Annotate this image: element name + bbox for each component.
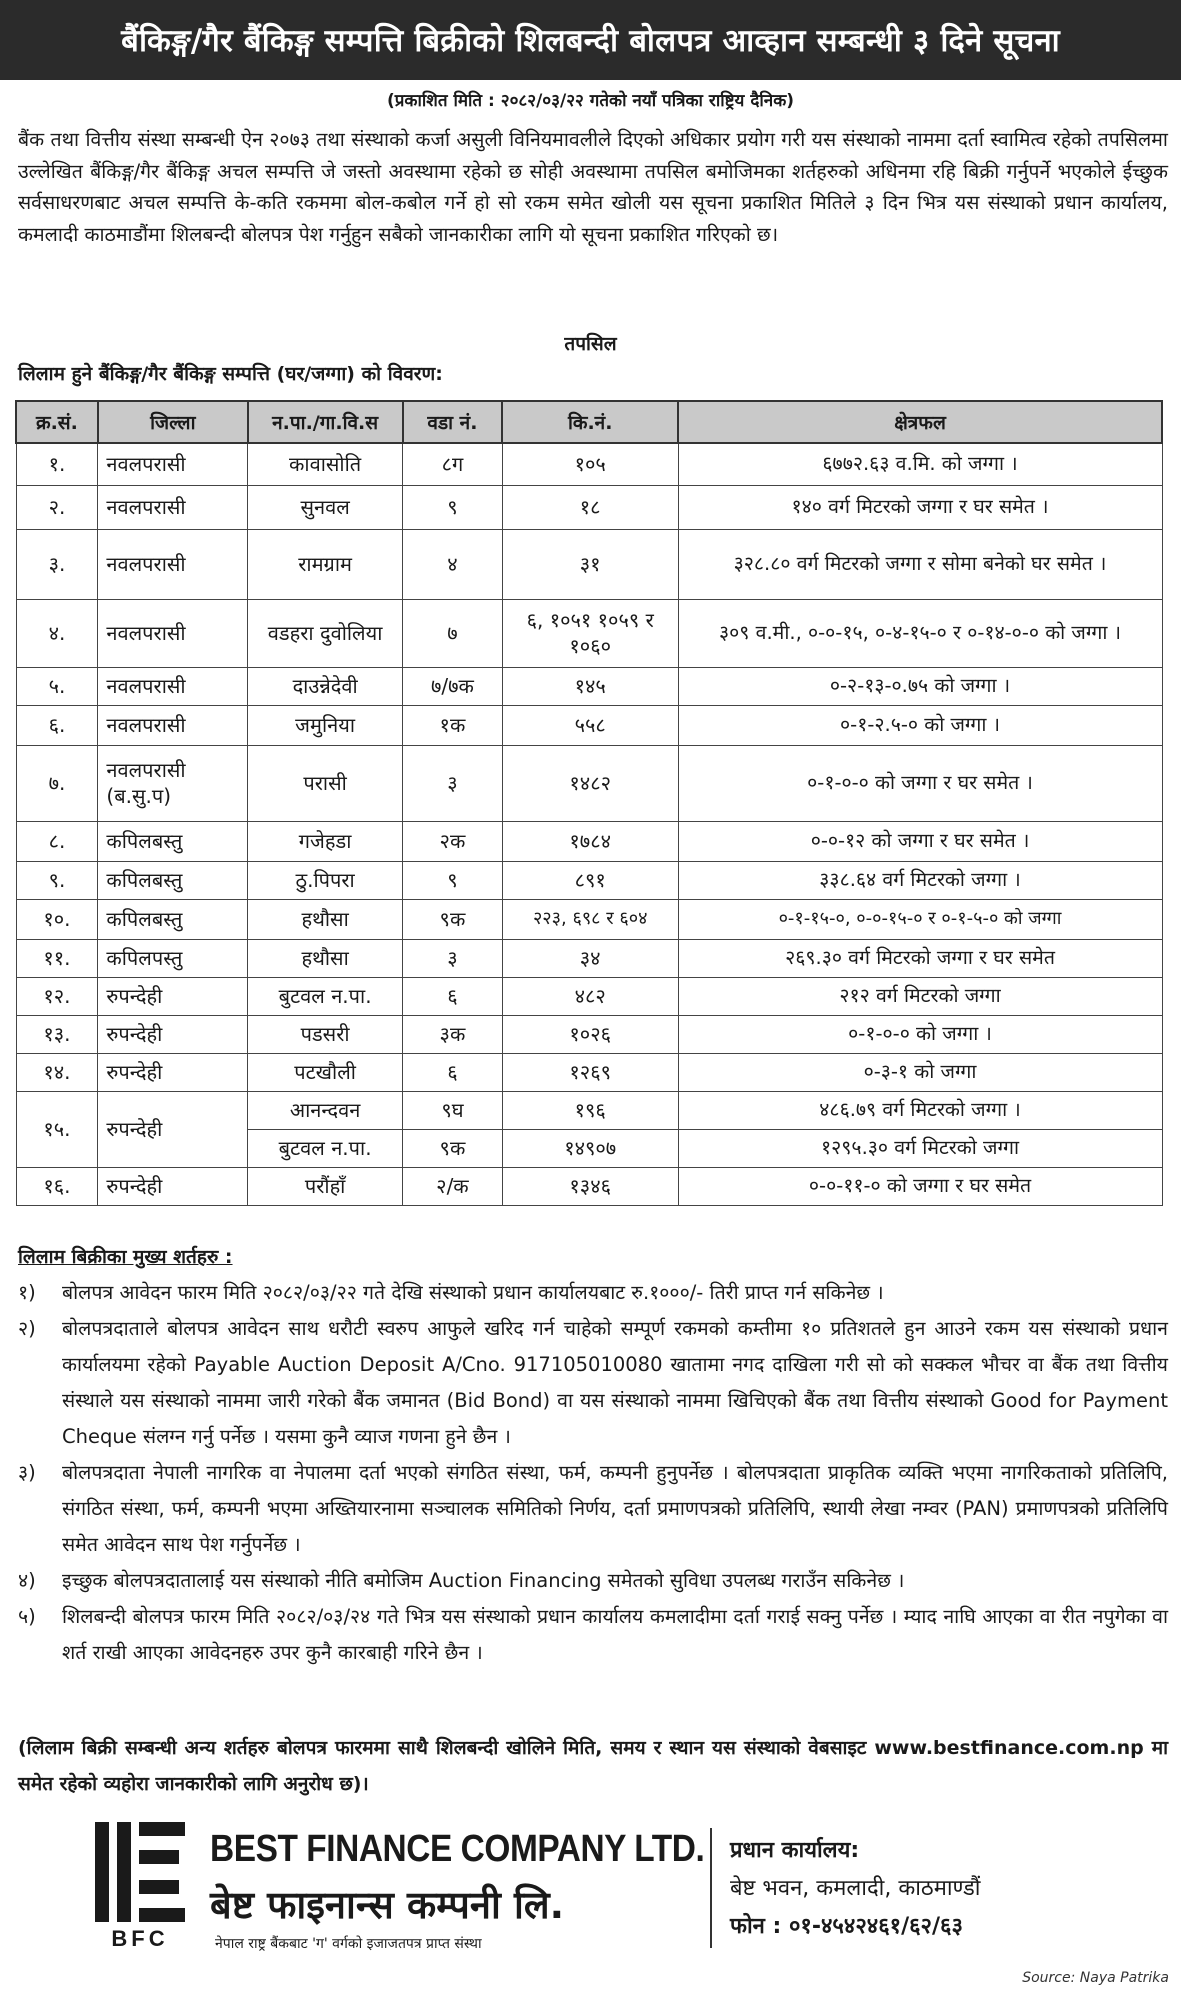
cell-municipality: आनन्दवन	[248, 1091, 403, 1129]
condition-number: १)	[18, 1281, 36, 1304]
cell-sn: ५.	[16, 667, 98, 705]
cell-area: २६९.३० वर्ग मिटरको जग्गा र घर समेत	[678, 939, 1162, 977]
cell-municipality: कावासोति	[248, 443, 403, 485]
company-name-en: BEST FINANCE COMPANY LTD.	[210, 1828, 705, 1870]
condition-number: ४)	[18, 1569, 36, 1592]
cell-ward: १क	[403, 705, 503, 745]
cell-kitta: १९६	[502, 1091, 678, 1129]
cell-ward: ९क	[403, 899, 503, 939]
cell-area: ०-३-१ को जग्गा	[678, 1053, 1162, 1091]
cell-ward: ९क	[403, 1129, 503, 1167]
cell-kitta: १३४६	[502, 1167, 678, 1205]
source-credit: Source: Naya Patrika	[1022, 1970, 1169, 1986]
company-name-np: बेष्ट फाइनान्स कम्पनी लि.	[210, 1883, 565, 1927]
cell-municipality: पडसरी	[248, 1015, 403, 1053]
condition-number: ५)	[18, 1605, 36, 1628]
cell-municipality: ठु.पिपरा	[248, 861, 403, 899]
cell-district: नवलपरासी	[98, 599, 248, 667]
cell-ward: ३	[403, 745, 503, 821]
cell-kitta: १४५	[502, 667, 678, 705]
cell-district: कपिलबस्तु	[98, 861, 248, 899]
cell-sn: १६.	[16, 1167, 98, 1205]
cell-sn: ८.	[16, 821, 98, 861]
cell-kitta: २२३, ६९८ र ६०४	[502, 899, 678, 939]
cell-ward: २क	[403, 821, 503, 861]
cell-area: १२९५.३० वर्ग मिटरको जग्गा	[678, 1129, 1162, 1167]
cell-municipality: सुनवल	[248, 485, 403, 529]
cell-ward: ४	[403, 529, 503, 599]
cell-ward: २/क	[403, 1167, 503, 1205]
cell-area: ०-०-११-० को जग्गा र घर समेत	[678, 1167, 1162, 1205]
conditions-list	[18, 1275, 1168, 1671]
website-note: (लिलाम बिक्री सम्बन्धी अन्य शर्तहरु बोलपत्र फारममा साथै शिलबन्दी खोलिने मिति, समय र स्थान यस संस्थाको वेबसाइट www.bestfinance.com.np मा समेत रहेको व्यहोरा जानकारीको लागि अनुरोध छ)।	[18, 1737, 1168, 1795]
cell-area: २१२ वर्ग मिटरको जग्गा	[678, 977, 1162, 1015]
table-row	[16, 1167, 1162, 1205]
cell-district: रुपन्देही	[98, 1091, 248, 1167]
header-kitta: कि.नं.	[502, 401, 678, 443]
cell-district: रुपन्देही	[98, 1053, 248, 1091]
cell-sn: ३.	[16, 529, 98, 599]
condition-number: ३)	[18, 1461, 36, 1484]
cell-area: ०-१-०-० को जग्गा र घर समेत ।	[678, 745, 1162, 821]
cell-kitta: ३४	[502, 939, 678, 977]
notice-title: बैंकिङ्ग/गैर बैंकिङ्ग सम्पत्ति बिक्रीको शिलबन्दी बोलपत्र आव्हान सम्बन्धी ३ दिने सूचना	[0, 0, 1181, 80]
cell-district: नवलपरासी	[98, 485, 248, 529]
cell-kitta: १०५	[502, 443, 678, 485]
cell-ward: ७/७क	[403, 667, 503, 705]
cell-sn: १३.	[16, 1015, 98, 1053]
conditions-heading: लिलाम बिक्रीका मुख्य शर्तहरु :	[18, 1246, 233, 1268]
cell-municipality: वडहरा दुवोलिया	[248, 599, 403, 667]
footer-divider	[710, 1828, 712, 1948]
intro-paragraph: बैंक तथा वित्तीय संस्था सम्बन्धी ऐन २०७३ तथा संस्थाको कर्जा असुली विनियमावलीले दिएको अधिकार प्रयोग गरी यस संस्थाको नाममा दर्ता स्वामित्व रहेको तपसिलमा उल्लेखित बैंकिङ्ग/गैर बैंकिङ्ग अचल सम्पत्ति जे जस्तो अवस्थामा रहेको छ सोही अवस्थामा तपसिल बमोजिमका शर्तहरुको अधिनमा रहि बिक्री गर्नुपर्ने भएकोले ईच्छुक सर्वसाधरणबाट अचल सम्पत्ति के-कति रकममा बोल-कबोल गर्ने हो सो रकम समेत खोली यस सूचना प्रकाशित मितिले ३ दिन भित्र यस संस्थाको प्रधान कार्यालय, कमलादी काठमाडौंमा शिलबन्दी बोलपत्र पेश गर्नुहुन सबैको जानकारीका लागि यो सूचना प्रकाशित गरिएको छ।	[18, 128, 1168, 246]
cell-sn: ४.	[16, 599, 98, 667]
cell-area: ४८६.७९ वर्ग मिटरको जग्गा ।	[678, 1091, 1162, 1129]
condition-text: बोलपत्र आवेदन फारम मिति २०८२/०३/२२ गते देखि संस्थाको प्रधान कार्यालयबाट रु.१०००/- तिरी प्राप्त गर्न सकिनेछ ।	[62, 1281, 884, 1304]
cell-municipality: बुटवल न.पा.	[248, 977, 403, 1015]
cell-area: ३०९ व.मी., ०-०-१५, ०-४-१५-० र ०-१४-०-० को जग्गा ।	[678, 599, 1162, 667]
cell-sn: १४.	[16, 1053, 98, 1091]
condition-item	[18, 1455, 1168, 1563]
cell-sn: १.	[16, 443, 98, 485]
table-caption: लिलाम हुने बैंकिङ्ग/गैर बैंकिङ्ग सम्पत्ति (घर/जग्गा) को विवरण:	[18, 363, 443, 385]
cell-area: ३२८.८० वर्ग मिटरको जग्गा र सोमा बनेको घर समेत ।	[678, 529, 1162, 599]
cell-municipality: हथौसा	[248, 939, 403, 977]
cell-district: नवलपरासी	[98, 705, 248, 745]
header-ward: वडा नं.	[403, 401, 503, 443]
footer	[0, 1810, 1181, 1970]
table-row	[16, 1091, 1162, 1129]
office-label: प्रधान कार्यालय:	[730, 1838, 860, 1863]
cell-kitta: १४९०७	[502, 1129, 678, 1167]
cell-municipality: गजेहडा	[248, 821, 403, 861]
cell-kitta: ५५८	[502, 705, 678, 745]
header-sn: क्र.सं.	[16, 401, 98, 443]
cell-municipality: परौंहाँ	[248, 1167, 403, 1205]
cell-area: ०-०-१२ को जग्गा र घर समेत ।	[678, 821, 1162, 861]
table-row	[16, 443, 1162, 485]
cell-kitta: ६, १०५१ १०५९ र १०६०	[502, 599, 678, 667]
condition-item	[18, 1311, 1168, 1455]
condition-text: शिलबन्दी बोलपत्र फारम मिति २०८२/०३/२४ गते भित्र यस संस्थाको प्रधान कार्यालय कमलादीमा दर्ता गराई सक्नु पर्नेछ । म्याद नाघि आएका वा रीत नपुगेका वा शर्त राखी आएका आवेदनहरु उपर कुनै कारबाही गरिने छैन ।	[62, 1605, 1168, 1664]
license-text: नेपाल राष्ट्र बैंकबाट 'ग' वर्गको इजाजतपत्र प्राप्त संस्था	[215, 1936, 482, 1952]
condition-text: बोलपत्रदाता नेपाली नागरिक वा नेपालमा दर्ता भएको संगठित संस्था, फर्म, कम्पनी हुनुपर्नेछ । बोलपत्रदाता प्राकृतिक व्यक्ति भएमा नागरिकताको प्रतिलिपि, संगठित संस्था, फर्म, कम्पनी भएमा अख्तियारनामा सञ्चालक समितिको निर्णय, दर्ता प्रमाणपत्रको प्रतिलिपि, स्थायी लेखा नम्वर (PAN) प्रमाणपत्रको प्रतिलिपि समेत आवेदन साथ पेश गर्नुपर्नेछ ।	[62, 1461, 1168, 1556]
table-row	[16, 977, 1162, 1015]
condition-text: बोलपत्रदाताले बोलपत्र आवेदन साथ धरौटी स्वरुप आफुले खरिद गर्न चाहेको सम्पूर्ण रकमको कम्तीमा १० प्रतिशतले हुन आउने रकम यस संस्थाको प्रधान कार्यालयमा रहेको Payable Auction Deposit A/Cno. 917105010080 खातामा नगद दाखिला गरी सो को सक्कल भौचर वा बैंक तथा वित्तीय संस्थाले यस संस्थाको नाममा जारी गरेको बैंक जमानत (Bid Bond) वा यस संस्थाको नाममा खिचिएको बैंक तथा वित्तीय संस्थाको Good for Payment Cheque संलग्न गर्नु पर्नेछ । यसमा कुनै व्याज गणना हुने छैन ।	[62, 1317, 1168, 1448]
cell-district: नवलपरासी (ब.सु.प)	[98, 745, 248, 821]
logo-abbreviation: BFC	[111, 1926, 169, 1951]
cell-ward: ९	[403, 485, 503, 529]
cell-ward: ६	[403, 1053, 503, 1091]
cell-area: ०-१-२.५-० को जग्गा ।	[678, 705, 1162, 745]
asset-table	[15, 400, 1163, 1206]
header-district: जिल्ला	[98, 401, 248, 443]
bfc-logo-icon	[95, 1822, 185, 1922]
cell-kitta: १४८२	[502, 745, 678, 821]
cell-kitta: १२६९	[502, 1053, 678, 1091]
cell-district: कपिलबस्तु	[98, 821, 248, 861]
cell-sn: ७.	[16, 745, 98, 821]
cell-municipality: परासी	[248, 745, 403, 821]
cell-area: ०-२-१३-०.७५ को जग्गा ।	[678, 667, 1162, 705]
cell-area: ६७७२.६३ व.मि. को जग्गा ।	[678, 443, 1162, 485]
cell-sn: ११.	[16, 939, 98, 977]
cell-ward: ७	[403, 599, 503, 667]
table-header-row	[16, 401, 1162, 443]
cell-ward: ६	[403, 977, 503, 1015]
cell-municipality: जमुनिया	[248, 705, 403, 745]
cell-ward: ३क	[403, 1015, 503, 1053]
table-row	[16, 705, 1162, 745]
table-row	[16, 745, 1162, 821]
cell-district: रुपन्देही	[98, 1015, 248, 1053]
condition-number: २)	[18, 1317, 36, 1340]
cell-kitta: ३१	[502, 529, 678, 599]
publication-line: (प्रकाशित मिति : २०८२/०३/२२ गतेको नयाँ पत्रिका राष्ट्रिय दैनिक)	[386, 91, 795, 111]
cell-municipality: पटखौली	[248, 1053, 403, 1091]
condition-item	[18, 1599, 1168, 1671]
cell-sn: १२.	[16, 977, 98, 1015]
table-row	[16, 1053, 1162, 1091]
header-municipality: न.पा./गा.वि.स	[248, 401, 403, 443]
cell-sn: १५.	[16, 1091, 98, 1167]
table-row	[16, 485, 1162, 529]
cell-ward: ९घ	[403, 1091, 503, 1129]
cell-area: ३३८.६४ वर्ग मिटरको जग्गा ।	[678, 861, 1162, 899]
section-heading: तपसिल	[564, 333, 617, 355]
cell-sn: २.	[16, 485, 98, 529]
table-row	[16, 939, 1162, 977]
cell-ward: ९	[403, 861, 503, 899]
cell-sn: ९.	[16, 861, 98, 899]
cell-kitta: १०२६	[502, 1015, 678, 1053]
cell-kitta: ४८२	[502, 977, 678, 1015]
cell-ward: ३	[403, 939, 503, 977]
table-row	[16, 821, 1162, 861]
cell-municipality: रामग्राम	[248, 529, 403, 599]
cell-area: १४० वर्ग मिटरको जग्गा र घर समेत ।	[678, 485, 1162, 529]
table-row	[16, 861, 1162, 899]
cell-district: नवलपरासी	[98, 667, 248, 705]
table-row	[16, 1015, 1162, 1053]
cell-area: ०-१-१५-०, ०-०-१५-० र ०-१-५-० को जग्गा	[678, 899, 1162, 939]
table-row	[16, 599, 1162, 667]
table-row	[16, 529, 1162, 599]
cell-district: कपिलपस्तु	[98, 939, 248, 977]
cell-district: रुपन्देही	[98, 1167, 248, 1205]
cell-district: कपिलबस्तु	[98, 899, 248, 939]
cell-sn: ६.	[16, 705, 98, 745]
cell-ward: ८ग	[403, 443, 503, 485]
cell-municipality: बुटवल न.पा.	[248, 1129, 403, 1167]
cell-district: नवलपरासी	[98, 529, 248, 599]
cell-municipality: हथौसा	[248, 899, 403, 939]
cell-district: नवलपरासी	[98, 443, 248, 485]
condition-text: इच्छुक बोलपत्रदातालाई यस संस्थाको नीति बमोजिम Auction Financing समेतको सुविधा उपलब्ध गराउँन सकिनेछ ।	[62, 1569, 905, 1592]
table-row	[16, 667, 1162, 705]
cell-kitta: ८९१	[502, 861, 678, 899]
header-area: क्षेत्रफल	[678, 401, 1162, 443]
office-address: बेष्ट भवन, कमलादी, काठमाण्डौं	[730, 1876, 981, 1901]
cell-kitta: १८	[502, 485, 678, 529]
condition-item	[18, 1275, 1168, 1311]
cell-sn: १०.	[16, 899, 98, 939]
cell-district: रुपन्देही	[98, 977, 248, 1015]
condition-item	[18, 1563, 1168, 1599]
cell-municipality: दाउन्नेदेवी	[248, 667, 403, 705]
cell-area: ०-१-०-० को जग्गा ।	[678, 1015, 1162, 1053]
office-phone: फोन : ०१-४५४२४६१/६२/६३	[730, 1914, 963, 1939]
table-row	[16, 899, 1162, 939]
cell-kitta: १७८४	[502, 821, 678, 861]
